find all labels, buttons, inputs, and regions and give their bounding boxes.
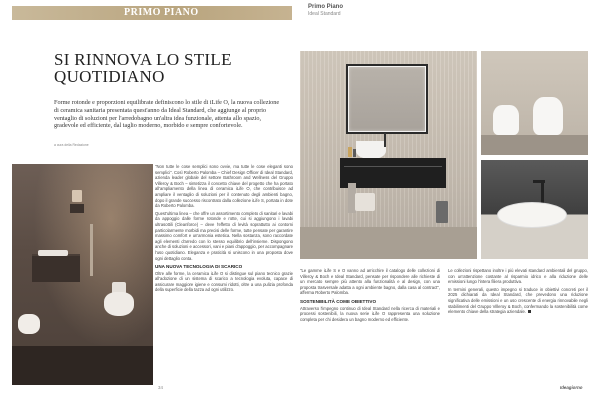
basket [355,193,375,211]
round-basin [497,202,567,228]
section-label: PRIMO PIANO [124,7,199,18]
bathroom-photo-main [300,51,477,259]
wc-bidet-photo [481,51,588,155]
body-paragraph: Attraverso l'impegno continuo di Ideal Standard nella ricerca di materiali e processi sostenibili, la nuova serie iLife O rappresenta una soluzione completa per chi desidera un bagno moderno ed efficiente. [300,305,440,322]
running-head [308,4,343,17]
left-body-column [155,164,293,295]
article-credit: a cura della Redazione [54,143,89,147]
towel-rail [90,224,93,276]
body-subhead: UNA NUOVA TECNOLOGIA DI SCARICO [155,264,243,270]
floor [12,346,153,385]
floor [300,227,477,259]
right-body-column-2 [448,268,588,317]
mirror-glow [348,66,426,132]
body-subhead: SOSTENIBILITÀ COME OBIETTIVO [300,298,377,304]
running-head-title: Primo Piano [308,4,344,10]
body-paragraph: Quest'ultima linea – che offre un assortimento completo di sanitari e lavabi da appoggio dalle forme rotonde e rotte, cui si aggiungono i lavabi ultrasottili (Cleanforce) – deve l'effetto di levità soprattutto ai contorni particolarmente morbidi ma precisi delle forme, tutte pensate per garantire massimo comfort e un'armonia estetica. Nella sostanza, sono raccordate agli elementi d'arredo con lo stesso equilibrio dell'insieme. Dispongono anche di soluzioni e accessori, vani e piani d'appoggio, per accompagnare l'uso quotidiano. Eleganza e praticità si uniscono in una proposta dove ogni dettaglio conta. [155,210,293,261]
faucet [384,133,386,147]
body-paragraph: "Non tutte le cose semplici sono ovvie, ma tutte le cose eleganti sono semplici". Così Roberto Palomba – Chief Design Officer di Ideal Standard, azienda leader globale del settore Bathroom and Wellness del Gruppo Villeroy & Boch – sintetizza il concetto chiave del progetto che ha portato all'ampliamento della linea di ceramica iLife O, che contribuisce ad ampliare il ventaglio di soluzioni per il contenuto degli ambienti bagno, dopo il grande successo riscontrato dalla collezione iLife S, portata in dote da Roberto Palomba. [155,164,293,209]
faucet [541,180,544,204]
body-paragraph: "Le gamme iLife S e O vanno ad arricchire il catalogo delle collezioni di Villeroy & Boch e Ideal Standard, pensate per rispondere alle richieste di un mercato sempre più attento alla funzionalità e al design, con una proposta trasversale adatta a ogni ambiente bagno, dalla casa al contract", afferma Roberto Palomba. [300,268,440,296]
bottle [348,147,352,157]
article-lede: Forme rotonde e proporzioni equilibrate definiscono lo stile di iLife O, la nuova collezione di ceramica sanitaria presentata quest'anno da Ideal Standard, che aggiunge al proprio ventaglio di soluzioni per l'arredobagno un'altra idea funzionale, attenta allo spazio, gradevole ed efficiente, dal taglio moderno, morbido e sempre confortevole. [54,99,280,130]
wc-bowl [104,292,134,316]
bathroom-photo-left [12,164,153,385]
body-paragraph: Le collezioni rispettano inoltre i più elevati standard ambientali del gruppo, con un'attenzione costante al risparmio idrico e alla riduzione delle emissioni lungo l'intera filiera produttiva. [448,268,588,285]
washbasin [38,250,68,256]
shelf-item [72,190,82,202]
bidet [18,314,40,334]
vessel-basin [356,141,386,159]
article-headline: SI RINNOVA LO STILE QUOTIDIANO [54,50,232,86]
page-number-left: 34 [158,385,163,390]
drawer-line [344,166,442,167]
body-paragraph [448,287,588,315]
vanity-cabinet [32,254,80,282]
running-head-subtitle: Ideal Standard [308,11,341,17]
body-paragraph: Oltre alle forme, la ceramica iLife O si distingue sul piano tecnico grazie all'adozione di un sistema di scarico a tecnologia evoluta, capace di assicurare maggiore igiene e consumi ridotti, oltre a una pulizia profonda della superficie della tazza ad ogni utilizzo. [155,270,293,293]
wall-shelf [70,204,84,213]
magazine-folio: Ideagiorno [560,385,583,390]
section-header-strip [12,6,292,20]
basin-photo [481,160,588,259]
floor [481,135,588,155]
wall-hung-wc [493,105,519,135]
body-text: In termini generali, questo impegno si traduce in obiettivi concreti per il 2025 dichiarati da Ideal Standard, che prevedono una riduzione significativa delle emissioni e un uso crescente di energia rinnovabile negli stabilimenti del Gruppo Villeroy & Boch, confermando la sostenibilità come elemento chiave della strategia aziendale. [448,286,588,315]
right-body-column-1 [300,268,440,324]
end-of-article-mark [528,310,531,313]
backlit-mirror [346,64,428,134]
floor-standing-wc [533,97,563,135]
waste-bin [436,201,448,223]
